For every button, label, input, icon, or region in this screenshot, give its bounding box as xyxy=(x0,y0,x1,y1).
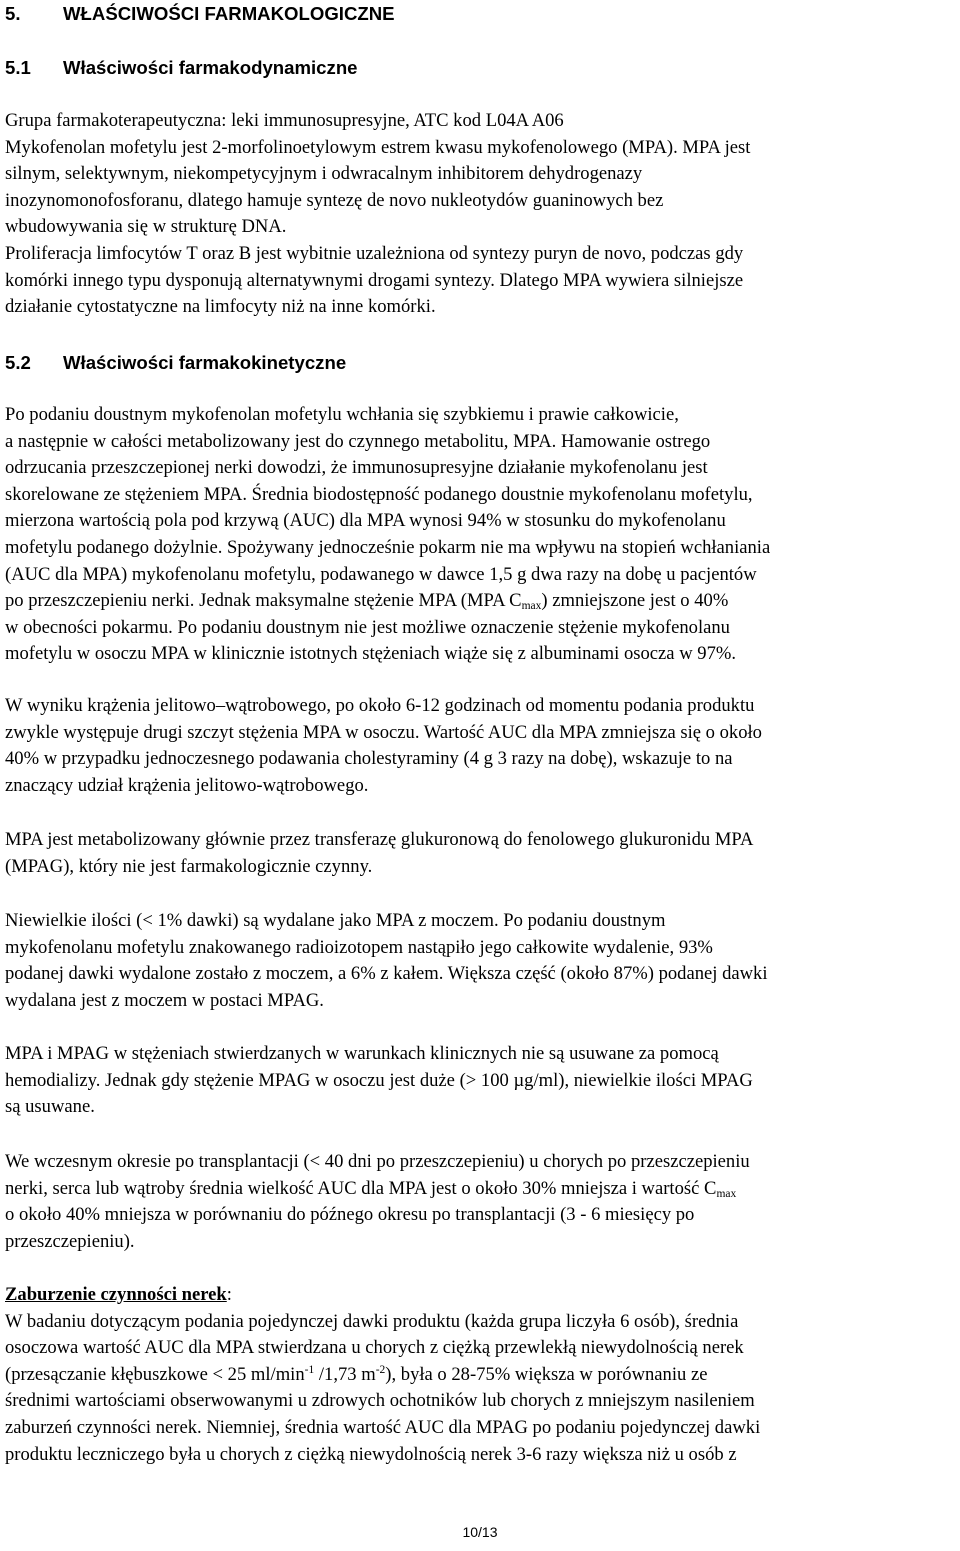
body-line: (MPAG), który nie jest farmakologicznie czynny. xyxy=(5,855,373,877)
body-line: MPA i MPAG w stężeniach stwierdzanych w warunkach klinicznych nie są usuwane za pomocą xyxy=(5,1043,719,1064)
text-fragment: (przesączanie kłębuszkowe < 25 ml/min xyxy=(5,1363,305,1385)
section-5-2-heading xyxy=(5,350,346,376)
section-5-1-heading xyxy=(5,55,358,81)
section-5-2-number: 5.2 xyxy=(5,352,31,373)
text-fragment: nerki, serca lub wątroby średnia wielkość AUC dla MPA jest o około 30% mniejsza i wartość C xyxy=(5,1177,717,1199)
body-line: podanej dawki wydalone zostało z moczem, a 6% z kałem. Większa część (około 87%) podanej dawki xyxy=(5,963,768,985)
pk-paragraph-enterohepatic xyxy=(5,693,762,799)
section-5-1-body xyxy=(5,108,750,321)
body-line: zwykle występuje drugi szczyt stężenia MPA w osoczu. Wartość AUC dla MPA zmniejsza się o około xyxy=(5,721,762,743)
body-line: Po podaniu doustnym mykofenolan mofetylu wchłania się szybkiemu i prawie całkowicie, xyxy=(5,404,679,425)
body-line: inozynomonofosforanu, dlatego hamuje syntezę de novo nukleotydów guaninowych bez xyxy=(5,189,664,211)
body-line: zaburzeń czynności nerek. Niemniej, średnia wartość AUC dla MPAG po podaniu pojedynczej dawki xyxy=(5,1416,761,1438)
section-5-title: WŁAŚCIWOŚCI FARMAKOLOGICZNE xyxy=(63,3,395,24)
body-line: osoczowa wartość AUC dla MPA stwierdzana u chorych z ciężką przewlekłą niewydolnością nerek xyxy=(5,1337,744,1359)
body-line: średnimi wartościami obserwowanymi u zdrowych ochotników lub chorych z mniejszym nasileniem xyxy=(5,1390,755,1412)
pk-paragraph-hemodialysis xyxy=(5,1041,753,1121)
body-line: W wyniku krążenia jelitowo–wątrobowego, po około 6-12 godzinach od momentu podania produktu xyxy=(5,695,755,716)
body-line-gfr xyxy=(5,1362,760,1389)
body-line: We wczesnym okresie po transplantacji (< 40 dni po przeszczepieniu) u chorych po przeszczepieniu xyxy=(5,1151,750,1172)
renal-impairment-section xyxy=(5,1282,760,1468)
pk-paragraph-early-transplant xyxy=(5,1149,750,1255)
text-fragment: ) zmniejszone jest o 40% xyxy=(541,590,729,612)
section-5-1-title: Właściwości farmakodynamiczne xyxy=(63,57,358,78)
subscript: max xyxy=(521,600,542,613)
subscript: max xyxy=(716,1187,737,1200)
body-line: mofetylu w osoczu MPA w klinicznie istotnych stężeniach wiąże się z albuminami osocza w 97%. xyxy=(5,643,737,665)
body-line: hemodializy. Jednak gdy stężenie MPAG w osoczu jest duże (> 100 µg/ml), niewielkie ilości MPAG xyxy=(5,1069,753,1091)
body-line: Grupa farmakoterapeutyczna: leki immunosupresyjne, ATC kod L04A A06 xyxy=(5,110,564,131)
body-line: odrzucania przeszczepionej nerki dowodzi, że immunosupresyjne działanie mykofenolanu jest xyxy=(5,457,708,479)
text-fragment: /1,73 m xyxy=(314,1363,376,1385)
body-line-cmax xyxy=(5,1176,750,1203)
body-line: wbudowywania się w strukturę DNA. xyxy=(5,216,287,238)
body-line: produktu leczniczego była u chorych z ciężką niewydolnością nerek 3-6 razy większa niż u osób z xyxy=(5,1443,737,1465)
body-line: 40% w przypadku jednoczesnego podawania cholestyraminy (4 g 3 razy na dobę), wskazuje to na xyxy=(5,748,733,770)
body-line: mykofenolanu mofetylu znakowanego radioizotopem nastąpiło jego całkowite wydalenie, 93% xyxy=(5,936,713,958)
renal-heading-text: Zaburzenie czynności nerek xyxy=(5,1284,227,1305)
body-line: W badaniu dotyczącym podania pojedynczej dawki produktu (każda grupa liczyła 6 osób), średnia xyxy=(5,1310,739,1332)
body-line: Mykofenolan mofetylu jest 2-morfolinoetylowym estrem kwasu mykofenolowego (MPA). MPA jest xyxy=(5,136,751,158)
body-line: komórki innego typu dysponują alternatywnymi drogami syntezy. Dlatego MPA wywiera silniejsze xyxy=(5,269,744,291)
body-line: znaczący udział krążenia jelitowo-wątrobowego. xyxy=(5,774,369,796)
text-fragment: ), była o 28-75% większa w porównaniu ze xyxy=(385,1363,708,1385)
superscript: -1 xyxy=(304,1363,315,1376)
body-line: (AUC dla MPA) mykofenolanu mofetylu, podawanego w dawce 1,5 g dwa razy na dobę u pacjentów xyxy=(5,563,757,585)
body-line-cmax xyxy=(5,588,770,615)
pk-paragraph-excretion xyxy=(5,908,768,1014)
renal-heading-colon: : xyxy=(226,1284,232,1305)
body-line: Niewielkie ilości (< 1% dawki) są wydalane jako MPA z moczem. Po podaniu doustnym xyxy=(5,910,666,931)
pk-paragraph-absorption xyxy=(5,402,770,668)
body-line: MPA jest metabolizowany głównie przez transferazę glukuronową do fenolowego glukuronidu MPA xyxy=(5,829,754,850)
body-line: mierzona wartością pola pod krzywą (AUC) dla MPA wynosi 94% w stosunku do mykofenolanu xyxy=(5,510,726,532)
superscript: -2 xyxy=(375,1363,386,1376)
body-line: Proliferacja limfocytów T oraz B jest wybitnie uzależniona od syntezy puryn de novo, podczas gdy xyxy=(5,242,744,264)
body-line: a następnie w całości metabolizowany jest do czynnego metabolitu, MPA. Hamowanie ostrego xyxy=(5,430,711,452)
section-5-number: 5. xyxy=(5,3,21,24)
body-line: są usuwane. xyxy=(5,1096,95,1118)
section-5-1-number: 5.1 xyxy=(5,57,31,78)
body-line: skorelowane ze stężeniem MPA. Średnia biodostępność podanego doustnie mykofenolanu mofetylu, xyxy=(5,483,753,505)
body-line: działanie cytostatyczne na limfocyty niż na inne komórki. xyxy=(5,296,436,318)
body-line: mofetylu podanego dożylnie. Spożywany jednocześnie pokarm nie ma wpływu na stopień wchłaniania xyxy=(5,536,771,558)
section-5-2-title: Właściwości farmakokinetyczne xyxy=(63,352,347,373)
section-5-heading xyxy=(5,1,395,27)
renal-impairment-heading xyxy=(5,1282,760,1309)
pk-paragraph-metabolism xyxy=(5,827,753,880)
body-line: przeszczepieniu). xyxy=(5,1230,135,1252)
page-number: 10/13 xyxy=(462,1524,498,1540)
body-line: o około 40% mniejsza w porównaniu do późnego okresu po transplantacji (3 - 6 miesięcy po xyxy=(5,1204,695,1226)
body-line: wydalana jest z moczem w postaci MPAG. xyxy=(5,989,324,1011)
body-line: w obecności pokarmu. Po podaniu doustnym nie jest możliwe oznaczenie stężenie mykofenolanu xyxy=(5,616,730,638)
text-fragment: po przeszczepieniu nerki. Jednak maksymalne stężenie MPA (MPA C xyxy=(5,590,522,612)
body-line: silnym, selektywnym, niekompetycyjnym i odwracalnym inhibitorem dehydrogenazy xyxy=(5,163,643,185)
